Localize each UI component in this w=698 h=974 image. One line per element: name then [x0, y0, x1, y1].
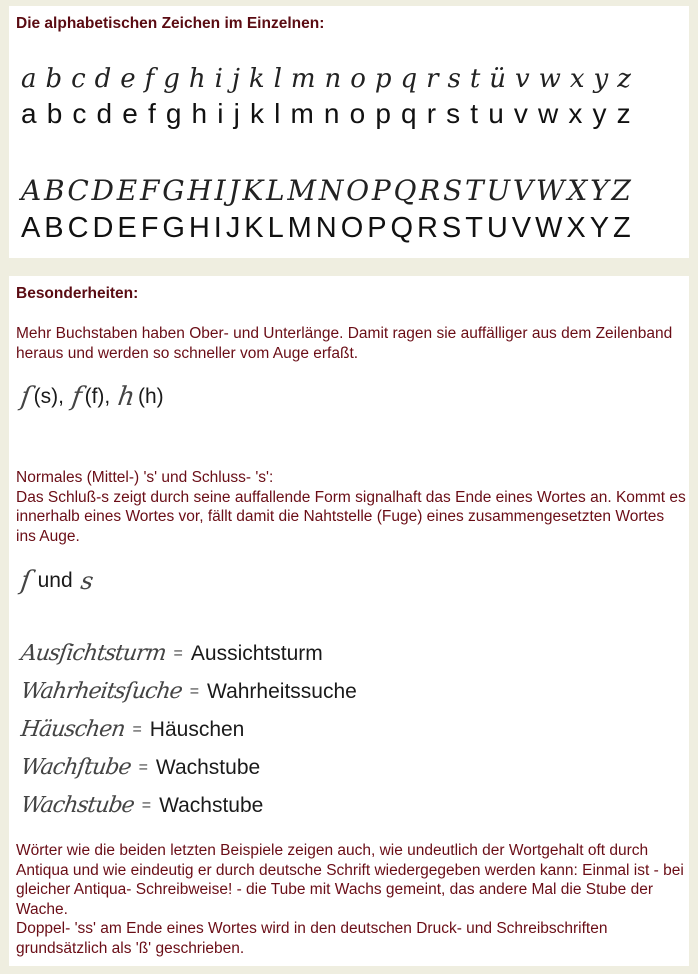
latin-letter: h	[191, 98, 208, 129]
script-letter: X	[567, 174, 588, 207]
latin-letter: m	[290, 98, 314, 129]
script-letter: y	[593, 64, 609, 94]
script-letter: t	[469, 64, 481, 94]
example-row	[21, 793, 263, 818]
script-letter: W	[535, 174, 565, 207]
latin-letter: P	[367, 212, 387, 244]
latin-letter: C	[67, 212, 89, 244]
example-row	[21, 717, 244, 742]
script-letter: B	[44, 174, 65, 207]
script-letter: e	[120, 64, 136, 94]
latin-letter: c	[72, 98, 87, 129]
script-word: Wachstube	[19, 793, 136, 818]
latin-letter: v	[513, 98, 528, 129]
latin-letter: Y	[589, 212, 610, 244]
lowercase-latin-row	[21, 98, 631, 130]
latin-letter: D	[92, 212, 114, 244]
script-letter: S	[443, 174, 463, 207]
script-letter: k	[248, 64, 265, 94]
script-letter: P	[371, 174, 391, 207]
script-word: Häuschen	[19, 717, 127, 742]
connector-word: und	[37, 569, 73, 592]
script-letter: p	[374, 64, 392, 94]
round-s-glyph: s	[78, 567, 94, 595]
s-forms-sample	[18, 566, 94, 596]
antiqua-word: Häuschen	[149, 717, 245, 741]
equals-dash: =	[138, 758, 148, 776]
latin-letter: w	[538, 98, 559, 129]
latin-letter: B	[44, 212, 64, 244]
script-glyph: ſ	[18, 382, 32, 412]
latin-letter: T	[465, 212, 483, 244]
latin-letter: f	[147, 98, 156, 129]
paragraph-s-forms-title: Normales (Mittel-) 's' und Schluss- 's':	[16, 469, 274, 486]
latin-letter: t	[470, 98, 479, 129]
antiqua-word: Wachstube	[159, 793, 264, 817]
script-letter: o	[350, 64, 366, 94]
latin-letter: p	[375, 98, 391, 129]
script-letter: s	[447, 64, 461, 94]
latin-letter: U	[486, 212, 508, 244]
script-letter: I	[214, 174, 226, 207]
paragraph-double-s: Doppel- 'ss' am Ende eines Wortes wird in den deutschen Druck- und Schreibschriften grundsätzlich als 'ß' geschrieben.	[16, 920, 608, 957]
script-letter: a	[21, 64, 37, 94]
latin-letter: l	[274, 98, 281, 129]
latin-letter: a	[21, 98, 37, 129]
equals-dash: =	[141, 796, 152, 814]
latin-letter: W	[535, 212, 563, 244]
ascender-sample	[18, 382, 172, 412]
script-letter: b	[45, 64, 63, 94]
paragraph-s-forms	[16, 468, 686, 546]
latin-letter: S	[441, 212, 462, 244]
script-letter: Y	[590, 174, 609, 207]
equals-dash: =	[132, 720, 142, 738]
latin-letter: n	[323, 98, 340, 129]
latin-letter: R	[417, 212, 438, 244]
long-s-glyph: ſ	[18, 566, 32, 596]
alphabet-panel	[9, 6, 689, 258]
script-glyph: h	[116, 382, 137, 412]
latin-letter: N	[315, 212, 337, 244]
script-letter: l	[273, 64, 282, 94]
latin-letter: q	[401, 98, 417, 129]
paragraph-conclusion	[16, 841, 686, 958]
script-letter: Z	[611, 174, 631, 207]
latin-letter: F	[140, 212, 159, 244]
script-letter: F	[139, 174, 160, 207]
latin-letter: y	[592, 98, 607, 129]
latin-letter: X	[566, 212, 586, 244]
latin-letter: o	[349, 98, 366, 129]
script-letter: V	[512, 174, 534, 207]
latin-letter: I	[213, 212, 222, 244]
script-letter: j	[231, 64, 240, 94]
script-letter: z	[617, 64, 631, 94]
latin-letter: i	[217, 98, 224, 129]
script-letter: q	[400, 64, 418, 94]
script-letter: T	[464, 174, 484, 207]
paragraph-antiqua: Wörter wie die beiden letzten Beispiele zeigen auch, wie undeutlich der Wortgehalt oft durch Antiqua und wie eindeutig er durch deutsche Schrift wiedergegeben werden kann: Einmal ist - bei gleicher Antiqua- Schreibweise! - die Tube mit Wachs gemeint, das andere Mal die Stube der Wache.	[16, 842, 684, 918]
script-word: Wahrheitsſuche	[19, 679, 184, 704]
latin-letter: L	[267, 212, 284, 244]
uppercase-latin-row	[21, 212, 631, 245]
script-letter: R	[419, 174, 441, 207]
script-letter: O	[346, 174, 370, 207]
latin-letter: V	[511, 212, 532, 244]
latin-letter: b	[46, 98, 63, 129]
script-letter: x	[569, 64, 585, 94]
script-glyph: f	[69, 382, 83, 412]
antiqua-word: Wahrheitssuche	[207, 679, 357, 703]
section-heading-features: Besonderheiten:	[16, 285, 139, 302]
script-letter: D	[91, 174, 114, 207]
lowercase-script-row	[21, 64, 631, 94]
script-letter: N	[318, 174, 344, 207]
latin-letter: r	[426, 98, 437, 129]
script-word: Wachſtube	[19, 755, 133, 780]
latin-letter: z	[616, 98, 631, 129]
script-letter: f	[144, 64, 155, 94]
latin-letter: g	[165, 98, 182, 129]
example-row	[21, 755, 260, 780]
glyph-label: (s),	[33, 385, 64, 408]
antiqua-word: Wachstube	[155, 755, 261, 779]
script-letter: E	[116, 174, 138, 207]
latin-letter: O	[340, 212, 364, 244]
script-letter: w	[538, 64, 561, 94]
glyph-label: (h)	[137, 385, 164, 408]
latin-letter: H	[188, 212, 210, 244]
script-letter: M	[287, 174, 317, 207]
latin-letter: d	[96, 98, 113, 129]
equals-dash: =	[189, 682, 200, 700]
latin-letter: x	[568, 98, 583, 129]
equals-dash: =	[173, 644, 183, 662]
script-letter: r	[426, 64, 439, 94]
paragraph-s-forms-body: Das Schluß-s zeigt durch seine auffallende Form signalhaft das Ende eines Wortes an. Kommt es innerhalb eines Wortes vor, fällt damit die Nahtstelle (Fuge) eines zusammengesetzten Wortes ins Auge.	[16, 488, 686, 545]
latin-letter: K	[244, 212, 264, 244]
latin-letter: M	[287, 212, 312, 244]
script-letter: J	[228, 174, 240, 207]
latin-letter: j	[233, 98, 240, 129]
latin-letter: u	[488, 98, 504, 129]
script-letter: i	[214, 64, 223, 94]
latin-letter: Q	[390, 212, 414, 244]
script-letter: ü	[489, 64, 507, 94]
script-letter: Q	[393, 174, 417, 207]
example-row	[21, 679, 357, 704]
latin-letter: E	[117, 212, 137, 244]
script-letter: d	[94, 64, 112, 94]
latin-letter: J	[225, 212, 241, 244]
glyph-label: (f),	[84, 385, 111, 408]
section-heading-alphabet: Die alphabetischen Zeichen im Einzelnen:	[16, 15, 325, 32]
latin-letter: G	[162, 212, 185, 244]
features-panel	[9, 276, 689, 966]
script-letter: C	[67, 174, 89, 207]
script-letter: v	[515, 64, 530, 94]
latin-letter: Z	[613, 212, 631, 244]
latin-letter: s	[446, 98, 461, 129]
script-word: Ausſichtsturm	[19, 641, 168, 666]
paragraph-ascenders: Mehr Buchstaben haben Ober- und Unterlänge. Damit ragen sie auffälliger aus dem Zeilenband heraus und werden so schneller vom Auge erfaßt.	[16, 325, 673, 362]
script-letter: g	[163, 64, 180, 94]
script-letter: A	[21, 174, 42, 207]
script-letter: L	[266, 174, 285, 207]
script-letter: h	[188, 64, 206, 94]
latin-letter: e	[122, 98, 138, 129]
example-row	[21, 641, 323, 666]
script-letter: G	[162, 174, 185, 207]
uppercase-script-row	[21, 174, 631, 207]
script-letter: n	[324, 64, 342, 94]
script-letter: c	[71, 64, 86, 94]
script-letter: U	[486, 174, 511, 207]
latin-letter: k	[249, 98, 264, 129]
script-letter: H	[187, 174, 212, 207]
antiqua-word: Aussichtsturm	[190, 641, 323, 665]
script-letter: K	[242, 174, 264, 207]
script-letter: m	[290, 64, 316, 94]
latin-letter: A	[21, 212, 41, 244]
